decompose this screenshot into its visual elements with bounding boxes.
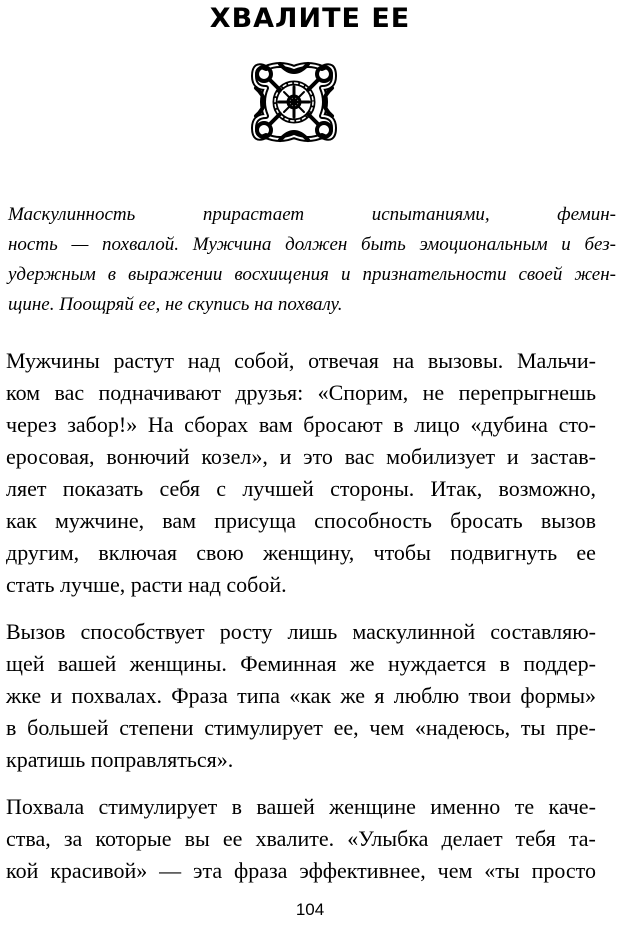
text-line: как мужчине, вам присуща способность бросать вызов	[6, 508, 596, 533]
text-line: щей вашей женщины. Феминная же нуждается в поддер-	[6, 651, 596, 676]
epigraph-line: Маскулинность прирастает испытаниями, фемин-	[8, 204, 616, 225]
text-line: ства, за которые вы ее хвалите. «Улыбка делает тебя та-	[6, 826, 596, 851]
celtic-knot-ornament-icon	[246, 54, 342, 150]
text-line: Похвала стимулирует в вашей женщине именно те каче-	[6, 794, 596, 819]
text-line: кой красивой» — эта фраза эффективнее, чем «ты просто	[6, 858, 596, 883]
text-line: Мужчины растут над собой, отвечая на вызовы. Мальчи-	[6, 348, 596, 373]
text-line: в большей степени стимулирует ее, чем «надеюсь, ты пре-	[6, 715, 596, 740]
text-line: кратишь поправляться».	[6, 747, 234, 772]
epigraph	[8, 200, 616, 320]
paragraph	[6, 345, 596, 601]
text-line: ком вас подначивают друзья: «Спорим, не перепрыгнешь	[6, 380, 596, 405]
page-number: 104	[295, 900, 325, 919]
text-line: через забор!» На сборах вам бросают в лицо «дубина сто-	[6, 412, 596, 437]
epigraph-line: щине. Поощряй ее, не скупись на похвалу.	[8, 294, 343, 315]
text-line: еросовая, вонючий козел», и это вас мобилизует и застав-	[6, 444, 596, 469]
paragraph	[6, 791, 596, 887]
text-line: Вызов способствует росту лишь маскулинной составляю-	[6, 619, 596, 644]
text-line: жке и похвалах. Фраза типа «как же я люблю твои формы»	[6, 683, 596, 708]
epigraph-line: ность — похвалой. Мужчина должен быть эмоциональным и без-	[8, 234, 616, 255]
text-line: ляет показать себя с лучшей стороны. Итак, возможно,	[6, 476, 596, 501]
text-line: стать лучше, расти над собой.	[6, 572, 287, 597]
epigraph-line: удержным в выражении восхищения и признательности своей жен-	[8, 264, 616, 285]
paragraph	[6, 616, 596, 776]
text-line: другим, включая свою женщину, чтобы подвигнуть ее	[6, 540, 596, 565]
chapter-title: ХВАЛИТЕ ЕЕ	[209, 3, 411, 34]
